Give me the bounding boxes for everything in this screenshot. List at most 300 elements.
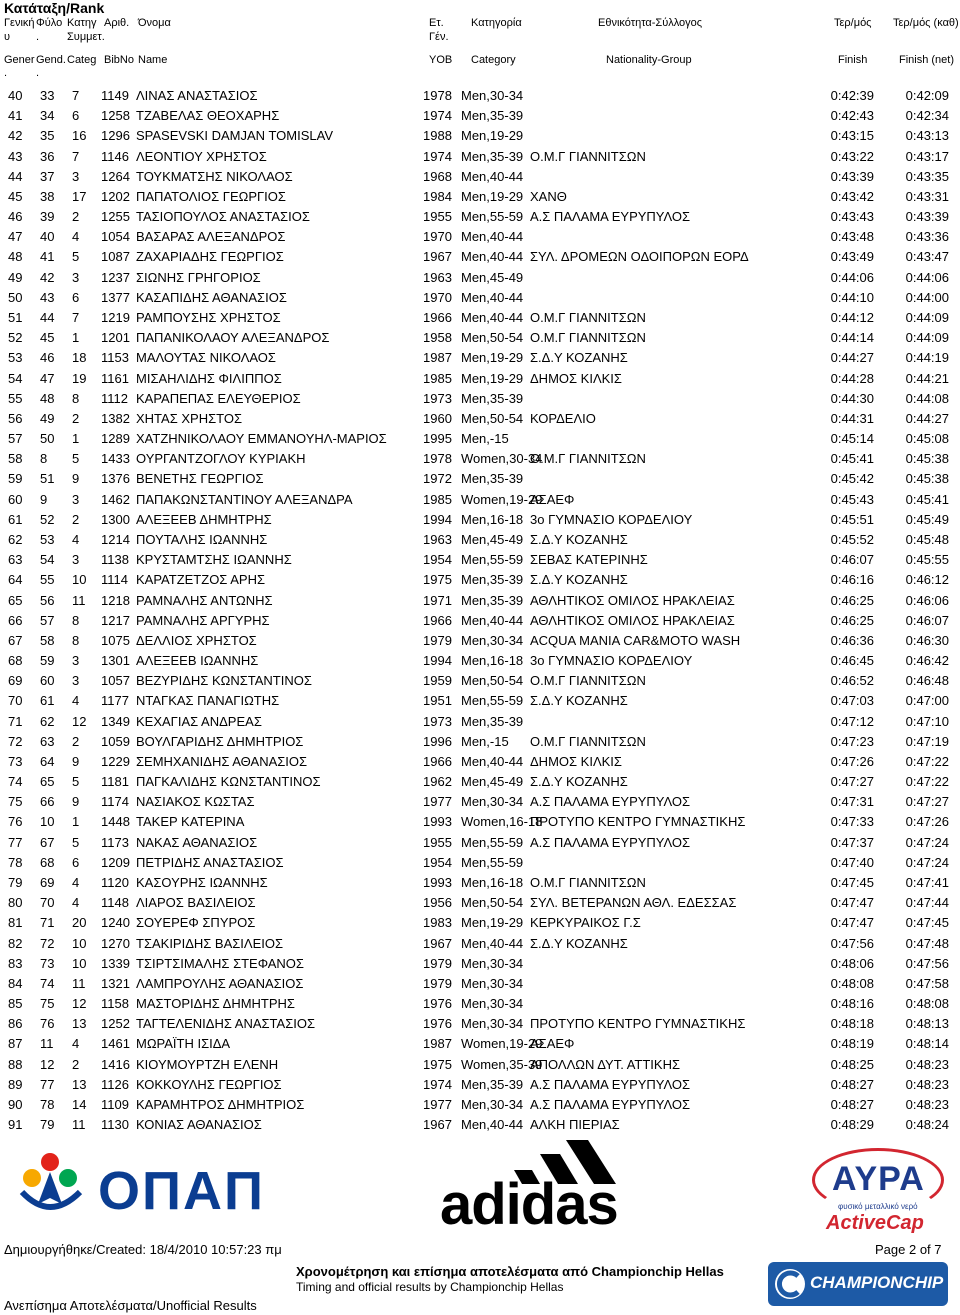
gender-rank: 46 [40,350,55,366]
bib-number: 1054 [101,229,130,245]
finish-time: 0:47:03 [830,693,874,709]
category-rank: 3 [72,168,80,184]
gender-rank: 49 [40,410,55,426]
gender-rank: 33 [40,88,55,103]
athlete-name: ΚΕΧΑΓΙΑΣ ΑΝΔΡΕΑΣ [136,713,262,729]
finish-net-time: 0:44:21 [905,370,949,386]
overall-rank: 80 [8,895,23,911]
gender-rank: 72 [40,935,55,951]
finish-net-time: 0:48:14 [905,1036,949,1052]
year-of-birth: 1973 [423,390,452,406]
finish-time: 0:45:43 [830,491,874,507]
finish-time: 0:47:56 [830,935,874,951]
finish-time: 0:43:43 [830,209,874,225]
category-rank: 3 [72,269,80,285]
finish-time: 0:46:36 [830,632,874,648]
gender-rank: 74 [40,975,55,991]
year-of-birth: 1959 [423,673,452,689]
finish-net-time: 0:42:09 [905,88,949,103]
finish-net-time: 0:47:24 [905,854,949,870]
year-of-birth: 1974 [423,108,452,124]
year-of-birth: 1974 [423,148,452,164]
overall-rank: 78 [8,854,23,870]
athlete-name: ΒΕΖΥΡΙΔΗΣ ΚΩΝΣΤΑΝΤΙΝΟΣ [136,673,312,689]
finish-net-time: 0:48:23 [905,1056,949,1072]
championchip-emblem-icon [773,1267,807,1301]
gender-rank: 10 [40,814,55,830]
finish-net-time: 0:44:06 [905,269,949,285]
bib-number: 1146 [101,148,129,164]
bib-number: 1177 [101,693,129,709]
table-row [0,409,960,429]
gender-rank: 78 [40,1097,55,1112]
athlete-name: ΝΑΣΙΑΚΟΣ ΚΩΣΤΑΣ [136,794,255,810]
overall-rank: 59 [8,471,23,487]
category: Men,40-44 [461,753,524,769]
avra-brand-text: ΑΥΡΑ [832,1160,925,1198]
adidas-wordmark: adidas [440,1172,618,1237]
athlete-name: ΜΩΡΑΪΤΗ ΙΣΙΔΑ [136,1036,231,1052]
club: ΠΡΟΤΥΠΟ ΚΕΝΤΡΟ ΓΥΜΝΑΣΤΙΚΗΣ [530,1016,746,1032]
finish-time: 0:46:25 [830,592,874,608]
athlete-name: ΒΑΣΑΡΑΣ ΑΛΕΞΑΝΔΡΟΣ [136,229,286,245]
category-rank: 2 [72,1056,80,1072]
athlete-name: ΤΣΑΚΙΡΙΔΗΣ ΒΑΣΙΛΕΙΟΣ [136,935,284,951]
club: ΣΥΛ. ΒΕΤΕΡΑΝΩΝ ΑΘΛ. ΕΔΕΣΣΑΣ [530,895,737,911]
category-rank: 3 [72,552,80,568]
bib-number: 1258 [101,108,130,124]
timing-credit-gr: Χρονομέτρηση και επίσημα αποτελέσματα από Championchip Hellas [296,1264,724,1279]
category: Men,45-49 [461,269,524,285]
category-rank: 4 [72,895,80,911]
overall-rank: 66 [8,612,23,628]
athlete-name: ΜΑΛΟΥΤΑΣ ΝΙΚΟΛΑΟΣ [136,350,276,366]
year-of-birth: 1994 [423,653,452,669]
athlete-name: ΧΗΤΑΣ ΧΡΗΣΤΟΣ [136,410,242,426]
finish-net-time: 0:47:48 [905,935,949,951]
bib-number: 1130 [101,1117,129,1133]
club: ΚΕΡΚΥΡΑΙΚΟΣ Γ.Σ [530,915,641,931]
finish-net-time: 0:43:17 [905,148,949,164]
category-rank: 10 [72,955,87,971]
year-of-birth: 1987 [423,350,452,366]
bib-number: 1173 [101,834,129,850]
finish-time: 0:48:08 [830,975,874,991]
finish-net-time: 0:45:38 [905,451,949,467]
category-rank: 6 [72,289,80,305]
bib-number: 1148 [101,895,129,911]
header-finish-gr: Τερ/μός [834,17,872,29]
bib-number: 1114 [101,572,128,588]
club: Ο.Μ.Γ ΓΙΑΝΝΙΤΣΩΝ [530,733,646,749]
finish-net-time: 0:44:09 [905,309,949,325]
bib-number: 1057 [101,673,130,689]
bib-number: 1218 [101,592,130,608]
athlete-name: ΤΑΓΤΕΛΕΝΙΔΗΣ ΑΝΑΣΤΑΣΙΟΣ [136,1016,315,1032]
category: Men,19-29 [461,188,524,204]
category: Men,40-44 [461,249,524,265]
finish-net-time: 0:47:41 [905,875,949,891]
finish-net-time: 0:43:35 [905,168,949,184]
category: Men,55-59 [461,552,524,568]
athlete-name: ΝΑΚΑΣ ΑΘΑΝΑΣΙΟΣ [136,834,258,850]
category-rank: 7 [72,88,80,103]
finish-net-time: 0:43:47 [905,249,949,265]
finish-net-time: 0:42:34 [905,108,949,124]
athlete-name: ΚΟΚΚΟΥΛΗΣ ΓΕΩΡΓΙΟΣ [136,1076,282,1092]
category-rank: 11 [72,975,86,991]
header-gender-en: Gend. [36,54,66,66]
year-of-birth: 1988 [423,128,452,144]
athlete-name: ΟΥΡΓΑΝΤΖΟΓΛΟΥ ΚΥΡΙΑΚΗ [136,451,306,467]
bib-number: 1377 [101,289,130,305]
finish-time: 0:44:30 [830,390,874,406]
table-row [0,449,960,469]
category-rank: 7 [72,148,80,164]
athlete-name: ΛΕΟΝΤΙΟΥ ΧΡΗΣΤΟΣ [136,148,267,164]
athlete-name: ΤΟΥΚΜΑΤΣΗΣ ΝΙΚΟΛΑΟΣ [136,168,293,184]
finish-time: 0:47:47 [830,895,874,911]
table-row [0,732,960,752]
table-row [0,308,960,328]
club: Σ.Δ.Υ ΚΟΖΑΝΗΣ [530,935,628,951]
year-of-birth: 1955 [423,209,452,225]
club: ΑΣΑΕΦ [530,491,575,507]
club: Α.Σ ΠΑΛΑΜΑ ΕΥΡΥΠΥΛΟΣ [530,794,691,810]
header-overall-en: Gener [4,54,35,66]
category-rank: 4 [72,229,80,245]
athlete-name: ΡΑΜΝΑΛΗΣ ΑΡΓΥΡΗΣ [136,612,270,628]
overall-rank: 76 [8,814,23,830]
club: Α.Σ ΠΑΛΑΜΑ ΕΥΡΥΠΥΛΟΣ [530,834,691,850]
gender-rank: 47 [40,370,55,386]
header-finish-net-gr: Τερ/μός (καθ) [893,17,959,29]
gender-rank: 71 [40,915,55,931]
finish-net-time: 0:46:42 [905,653,949,669]
category: Men,19-29 [461,370,524,386]
table-row [0,772,960,792]
athlete-name: ΤΑΚΕΡ ΚΑΤΕΡΙΝΑ [136,814,245,830]
header-name-gr: Όνομα [138,17,171,29]
club: Σ.Δ.Υ ΚΟΖΑΝΗΣ [530,572,628,588]
category-rank: 8 [72,612,80,628]
year-of-birth: 1979 [423,975,452,991]
category: Men,40-44 [461,229,524,245]
finish-net-time: 0:45:49 [905,511,949,527]
header-overall-en-dot: . [4,67,8,79]
table-row [0,490,960,510]
finish-time: 0:43:42 [830,188,874,204]
category-rank: 6 [72,854,80,870]
table-row [0,833,960,853]
overall-rank: 88 [8,1056,23,1072]
table-row [0,853,960,873]
bib-number: 1174 [101,794,129,810]
athlete-name: SPASEVSKI DAMJAN TOMISLAV [136,128,333,144]
category: Women,35-39 [461,1056,543,1072]
year-of-birth: 1970 [423,229,452,245]
category-rank: 13 [72,1016,87,1032]
overall-rank: 79 [8,875,23,891]
table-row [0,247,960,267]
athlete-name: ΚΑΡΑΤΖΕΤΖΟΣ ΑΡΗΣ [136,572,265,588]
athlete-name: ΚΑΡΑΠΕΠΑΣ ΕΛΕΥΘΕΡΙΟΣ [136,390,301,406]
finish-time: 0:47:47 [830,915,874,931]
bib-number: 1229 [101,753,130,769]
year-of-birth: 1977 [423,794,452,810]
bib-number: 1158 [101,996,129,1012]
athlete-name: ΑΛΕΞΕΕΒ ΙΩΑΝΝΗΣ [136,653,259,669]
bib-number: 1448 [101,814,130,830]
year-of-birth: 1978 [423,451,452,467]
gender-rank: 60 [40,673,55,689]
table-row [0,429,960,449]
overall-rank: 67 [8,632,23,648]
year-of-birth: 1955 [423,834,452,850]
year-of-birth: 1951 [423,693,452,709]
finish-time: 0:47:40 [830,854,874,870]
year-of-birth: 1976 [423,996,452,1012]
table-row [0,510,960,530]
header-nationality-gr: Εθνικότητα-Σύλλογος [598,17,703,29]
finish-time: 0:47:31 [830,794,874,810]
club: ΠΡΟΤΥΠΟ ΚΕΝΤΡΟ ΓΥΜΝΑΣΤΙΚΗΣ [530,814,746,830]
category: Men,30-34 [461,794,524,810]
finish-time: 0:43:39 [830,168,874,184]
gender-rank: 57 [40,612,55,628]
finish-time: 0:44:10 [830,289,874,305]
overall-rank: 46 [8,209,23,225]
header-yob-gr: Ετ. [429,17,444,29]
club: ΑΠΟΛΛΩΝ ΔΥΤ. ΑΤΤΙΚΗΣ [530,1056,681,1072]
overall-rank: 49 [8,269,23,285]
bib-number: 1349 [101,713,130,729]
finish-time: 0:48:16 [830,996,874,1012]
year-of-birth: 1976 [423,1016,452,1032]
table-row [0,1115,960,1135]
finish-time: 0:48:06 [830,955,874,971]
overall-rank: 55 [8,390,23,406]
athlete-name: ΚΙΟΥΜΟΥΡΤΖΗ ΕΛΕΝΗ [136,1056,279,1072]
finish-net-time: 0:45:08 [905,431,949,447]
finish-time: 0:48:19 [830,1036,874,1052]
category: Women,19-29 [461,491,543,507]
club: ACQUA MANIA CAR&MOTO WASH [530,632,741,648]
table-row [0,550,960,570]
category: Men,50-54 [461,895,524,911]
overall-rank: 73 [8,753,23,769]
athlete-name: ΝΤΑΓΚΑΣ ΠΑΝΑΓΙΩΤΗΣ [136,693,280,709]
table-row [0,1034,960,1054]
finish-time: 0:45:14 [830,431,874,447]
category: Men,55-59 [461,854,524,870]
category-rank: 3 [72,491,80,507]
category-rank: 4 [72,693,80,709]
year-of-birth: 1993 [423,814,452,830]
year-of-birth: 1994 [423,511,452,527]
table-row [0,389,960,409]
overall-rank: 71 [8,713,23,729]
table-row [0,873,960,893]
avra-tagline: φυσικό μεταλλικό νερό [838,1202,918,1211]
finish-net-time: 0:47:26 [905,814,949,830]
header-finish-en: Finish [838,54,868,66]
gender-rank: 73 [40,955,55,971]
category: Men,35-39 [461,108,524,124]
table-row [0,167,960,187]
category: Men,16-18 [461,653,524,669]
category-rank: 4 [72,531,80,547]
overall-rank: 72 [8,733,23,749]
gender-rank: 69 [40,875,55,891]
year-of-birth: 1966 [423,309,452,325]
gender-rank: 77 [40,1076,55,1092]
category-rank: 2 [72,733,80,749]
finish-time: 0:44:31 [830,410,874,426]
athlete-name: ΡΑΜΠΟΥΣΗΣ ΧΡΗΣΤΟΣ [136,309,281,325]
finish-net-time: 0:48:08 [905,996,949,1012]
adidas-logo [440,1140,740,1235]
athlete-name: ΠΟΥΤΑΛΗΣ ΙΩΑΝΝΗΣ [136,531,268,547]
finish-net-time: 0:44:09 [905,330,949,346]
gender-rank: 48 [40,390,55,406]
bib-number: 1161 [101,370,129,386]
bib-number: 1059 [101,733,130,749]
timing-credit-en: Timing and official results by Championchip Hellas [296,1280,564,1294]
overall-rank: 62 [8,531,23,547]
finish-net-time: 0:47:00 [905,693,949,709]
club: Ο.Μ.Γ ΓΙΑΝΝΙΤΣΩΝ [530,309,646,325]
year-of-birth: 1962 [423,774,452,790]
category: Men,16-18 [461,875,524,891]
finish-time: 0:45:41 [830,451,874,467]
category: Men,30-34 [461,1097,524,1112]
athlete-name: ΚΟΝΙΑΣ ΑΘΑΝΑΣΙΟΣ [136,1117,262,1133]
table-row [0,591,960,611]
club: ΔΗΜΟΣ ΚΙΛΚΙΣ [530,753,622,769]
gender-rank: 8 [40,451,48,467]
finish-time: 0:46:07 [830,552,874,568]
category: Men,30-34 [461,955,524,971]
year-of-birth: 1970 [423,289,452,305]
finish-net-time: 0:47:22 [905,753,949,769]
table-row [0,651,960,671]
gender-rank: 9 [40,491,48,507]
overall-rank: 53 [8,350,23,366]
category-rank: 3 [72,673,80,689]
category-rank: 8 [72,632,80,648]
category: Men,35-39 [461,1076,524,1092]
category-rank: 9 [72,794,80,810]
category: Men,30-34 [461,88,524,103]
club: ΑΣΑΕΦ [530,1036,575,1052]
athlete-name: ΒΕΝΕΤΗΣ ΓΕΩΡΓΙΟΣ [136,471,264,487]
category: Men,19-29 [461,350,524,366]
category: Women,16-18 [461,814,543,830]
overall-rank: 89 [8,1076,23,1092]
club: Σ.Δ.Υ ΚΟΖΑΝΗΣ [530,531,628,547]
bib-number: 1153 [101,350,129,366]
year-of-birth: 1996 [423,733,452,749]
club: Α.Σ ΠΑΛΑΜΑ ΕΥΡΥΠΥΛΟΣ [530,1076,691,1092]
year-of-birth: 1985 [423,370,452,386]
bib-number: 1214 [101,531,130,547]
header-overall-gr-2: υ [4,31,11,43]
overall-rank: 51 [8,309,23,325]
bib-number: 1120 [101,875,129,891]
header-bib-gr: Αριθ. [104,17,130,29]
finish-time: 0:42:39 [830,88,874,103]
finish-time: 0:47:23 [830,733,874,749]
header-bib-en: BibNo [104,54,134,66]
athlete-name: ΚΑΡΑΜΗΤΡΟΣ ΔΗΜΗΤΡΙΟΣ [136,1097,305,1112]
category-rank: 4 [72,875,80,891]
finish-net-time: 0:47:24 [905,834,949,850]
overall-rank: 82 [8,935,23,951]
category: Men,16-18 [461,511,524,527]
header-overall-gr: Γενική [4,17,35,29]
category: Men,-15 [461,431,509,447]
overall-rank: 64 [8,572,23,588]
gender-rank: 59 [40,653,55,669]
finish-time: 0:43:22 [830,148,874,164]
category: Men,40-44 [461,1117,524,1133]
bib-number: 1240 [101,915,130,931]
club: Σ.Δ.Υ ΚΟΖΑΝΗΣ [530,350,628,366]
category: Women,19-29 [461,1036,543,1052]
gender-rank: 65 [40,774,55,790]
finish-time: 0:44:27 [830,350,874,366]
finish-net-time: 0:43:13 [905,128,949,144]
table-row [0,227,960,247]
athlete-name: ΛΑΜΠΡΟΥΛΗΣ ΑΘΑΝΑΣΙΟΣ [136,975,304,991]
year-of-birth: 1979 [423,632,452,648]
table-row [0,631,960,651]
gender-rank: 56 [40,592,55,608]
overall-rank: 42 [8,128,23,144]
finish-time: 0:43:15 [830,128,874,144]
category-rank: 10 [72,935,87,951]
overall-rank: 56 [8,410,23,426]
table-row [0,369,960,389]
category-rank: 12 [72,996,87,1012]
club: Ο.Μ.Γ ΓΙΑΝΝΙΤΣΩΝ [530,451,646,467]
gender-rank: 52 [40,511,55,527]
year-of-birth: 1956 [423,895,452,911]
category-rank: 1 [72,814,80,830]
finish-time: 0:46:45 [830,653,874,669]
finish-net-time: 0:47:19 [905,733,949,749]
club: 3ο ΓΥΜΝΑΣΙΟ ΚΟΡΔΕΛΙΟΥ [530,511,693,527]
bib-number: 1461 [101,1036,130,1052]
year-of-birth: 1966 [423,753,452,769]
category-rank: 10 [72,572,87,588]
finish-time: 0:47:26 [830,753,874,769]
year-of-birth: 1966 [423,612,452,628]
finish-time: 0:47:45 [830,875,874,891]
category-rank: 3 [72,653,80,669]
gender-rank: 41 [40,249,55,265]
bib-number: 1300 [101,511,130,527]
overall-rank: 50 [8,289,23,305]
avra-activecap-logo [808,1148,948,1240]
athlete-name: ΜΑΣΤΟΡΙΔΗΣ ΔΗΜΗΤΡΗΣ [136,996,295,1012]
gender-rank: 79 [40,1117,55,1133]
category-rank: 11 [72,592,86,608]
bib-number: 1149 [101,88,129,103]
gender-rank: 75 [40,996,55,1012]
category-rank: 13 [72,1076,87,1092]
